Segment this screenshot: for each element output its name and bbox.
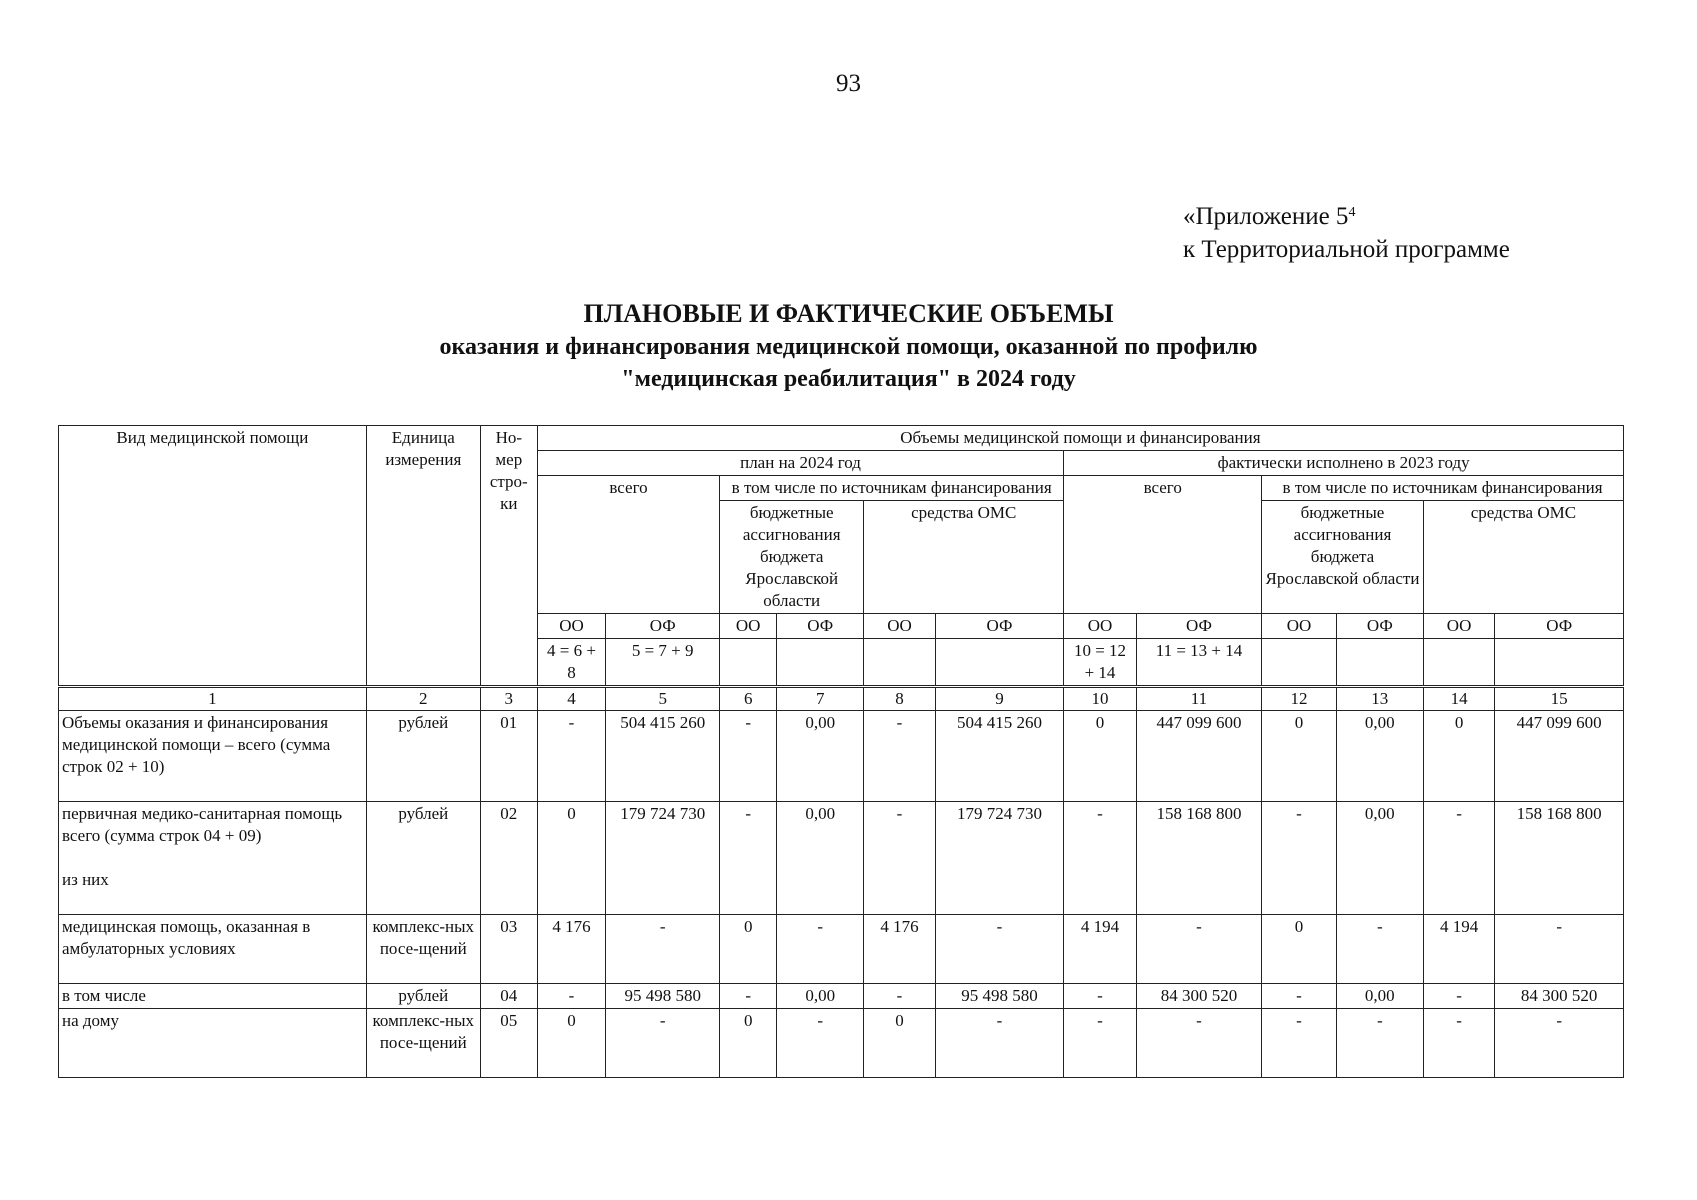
appendix-line-1: «Приложение $5^4$ [1183,203,1356,230]
row-value: - [1495,1009,1624,1078]
row-value: - [720,984,777,1009]
row-unit: комплекс-ных посе-щений [366,1009,480,1078]
row-value: 0 [537,802,605,915]
row-value: - [720,802,777,915]
formula-col-10: 10 = 12 + 14 [1064,639,1137,687]
column-number: 9 [935,687,1064,711]
row-value: - [935,1009,1064,1078]
header-of: ОФ [606,614,720,639]
table-row [59,1009,1624,1078]
row-value: - [864,711,936,802]
column-number: 2 [366,687,480,711]
formula-empty [1423,639,1495,687]
row-unit: рублей [366,711,480,802]
row-unit: комплекс-ных посе-щений [366,915,480,984]
formula-col-5: 5 = 7 + 9 [606,639,720,687]
header-row-no: Но-мер стро-ки [480,426,537,687]
formula-empty [1262,639,1337,687]
row-value: 84 300 520 [1136,984,1261,1009]
row-value: 0 [720,1009,777,1078]
page-number: 93 [836,70,861,97]
header-actual-by-source: в том числе по источникам финансирования [1262,476,1624,501]
row-value: - [1495,915,1624,984]
title-line-2: оказания и финансирования медицинской помощи, оказанной по профилю [439,334,1258,360]
row-value: 4 176 [537,915,605,984]
row-value: - [606,1009,720,1078]
header-of: ОФ [935,614,1064,639]
header-actual: фактически исполнено в 2023 году [1064,451,1624,476]
header-plan-oms: средства ОМС [864,501,1064,614]
column-number: 8 [864,687,936,711]
header-unit: Единица измерения [366,426,480,687]
row-value: - [1262,1009,1337,1078]
row-value: 0,00 [1336,802,1423,915]
header-of: ОФ [777,614,864,639]
table-row [59,915,1624,984]
row-kind: медицинская помощь, оказанная в амбулаторных условиях [59,915,367,984]
formula-col-11: 11 = 13 + 14 [1136,639,1261,687]
row-kind [59,802,367,915]
row-value: 0 [864,1009,936,1078]
column-number: 15 [1495,687,1624,711]
header-row-1 [59,426,1624,451]
header-plan: план на 2024 год [537,451,1063,476]
column-number: 7 [777,687,864,711]
row-value: 95 498 580 [935,984,1064,1009]
row-value: - [537,984,605,1009]
row-value: 504 415 260 [606,711,720,802]
header-of: ОФ [1495,614,1624,639]
formula-empty [1336,639,1423,687]
row-value: - [1423,1009,1495,1078]
row-value: 0 [1262,711,1337,802]
row-number: 02 [480,802,537,915]
appendix-superscript: 4 [1348,205,1356,220]
header-kind: Вид медицинской помощи [59,426,367,687]
row-value: - [1423,802,1495,915]
row-value: 447 099 600 [1495,711,1624,802]
header-oo: ОО [864,614,936,639]
title-line-1: ПЛАНОВЫЕ И ФАКТИЧЕСКИЕ ОБЪЕМЫ [583,299,1114,328]
row-value: - [864,984,936,1009]
formula-empty [720,639,777,687]
row-value: - [1064,802,1137,915]
row-value: 0 [720,915,777,984]
header-plan-budget: бюджетные ассигнования бюджета Ярославской области [720,501,864,614]
title-line-3: "медицинская реабилитация" в 2024 году [621,366,1076,392]
header-oo: ОО [1423,614,1495,639]
header-plan-by-source: в том числе по источникам финансирования [720,476,1064,501]
row-kind: на дому [59,1009,367,1078]
column-number-row [59,687,1624,711]
row-value: - [606,915,720,984]
row-value: 0,00 [777,711,864,802]
formula-empty [1495,639,1624,687]
column-number: 6 [720,687,777,711]
header-oo: ОО [720,614,777,639]
row-kind: Объемы оказания и финансирования медицинской помощи – всего (сумма строк 02 + 10) [59,711,367,802]
header-actual-oms: средства ОМС [1423,501,1623,614]
row-value: 158 168 800 [1136,802,1261,915]
row-value: - [1136,915,1261,984]
row-value: 447 099 600 [1136,711,1261,802]
row-kind-note: из них [62,870,109,889]
row-number: 04 [480,984,537,1009]
document-title [0,297,1697,395]
row-value: - [1136,1009,1261,1078]
row-value: - [935,915,1064,984]
column-number: 3 [480,687,537,711]
row-value: 95 498 580 [606,984,720,1009]
column-number: 10 [1064,687,1137,711]
row-value: 4 194 [1423,915,1495,984]
row-value: 0,00 [1336,711,1423,802]
row-value: - [1064,984,1137,1009]
column-number: 14 [1423,687,1495,711]
header-of: ОФ [1336,614,1423,639]
row-value: - [777,915,864,984]
row-kind-text: первичная медико-санитарная помощь всего (сумма строк 04 + 09) [62,804,343,845]
header-of: ОФ [1136,614,1261,639]
column-number: 1 [59,687,367,711]
row-value: 0 [537,1009,605,1078]
row-value: - [1064,1009,1137,1078]
appendix-reference [1183,200,1510,266]
column-number: 11 [1136,687,1261,711]
column-number: 13 [1336,687,1423,711]
row-number: 05 [480,1009,537,1078]
row-value: - [537,711,605,802]
formula-empty [777,639,864,687]
header-oo: ОО [537,614,605,639]
table-row [59,711,1624,802]
column-number: 4 [537,687,605,711]
header-plan-total: всего [537,476,719,614]
row-value: 0,00 [1336,984,1423,1009]
row-unit: рублей [366,802,480,915]
row-unit: рублей [366,984,480,1009]
row-value: 4 194 [1064,915,1137,984]
header-actual-total: всего [1064,476,1262,614]
row-value: 0,00 [777,802,864,915]
volumes-table [58,425,1624,1078]
row-value: 4 176 [864,915,936,984]
header-volumes: Объемы медицинской помощи и финансирования [537,426,1623,451]
row-value: - [1262,802,1337,915]
row-value: - [720,711,777,802]
row-value: 84 300 520 [1495,984,1624,1009]
header-actual-budget: бюджетные ассигнования бюджета Ярославской области [1262,501,1424,614]
table-row [59,802,1624,915]
formula-empty [864,639,936,687]
row-value: - [1423,984,1495,1009]
row-value: 0 [1262,915,1337,984]
row-value: 179 724 730 [935,802,1064,915]
row-value: 158 168 800 [1495,802,1624,915]
column-number: 5 [606,687,720,711]
row-value: - [1336,1009,1423,1078]
column-number: 12 [1262,687,1337,711]
row-number: 03 [480,915,537,984]
row-kind: в том числе [59,984,367,1009]
appendix-line-2: к Территориальной программе [1183,236,1510,263]
formula-col-4: 4 = 6 + 8 [537,639,605,687]
row-value: - [1262,984,1337,1009]
row-value: 179 724 730 [606,802,720,915]
row-value: 0,00 [777,984,864,1009]
row-value: 0 [1064,711,1137,802]
row-value: - [864,802,936,915]
formula-empty [935,639,1064,687]
header-oo: ОО [1064,614,1137,639]
table-row [59,984,1624,1009]
header-oo: ОО [1262,614,1337,639]
row-value: 504 415 260 [935,711,1064,802]
row-value: 0 [1423,711,1495,802]
row-value: - [1336,915,1423,984]
row-value: - [777,1009,864,1078]
row-number: 01 [480,711,537,802]
